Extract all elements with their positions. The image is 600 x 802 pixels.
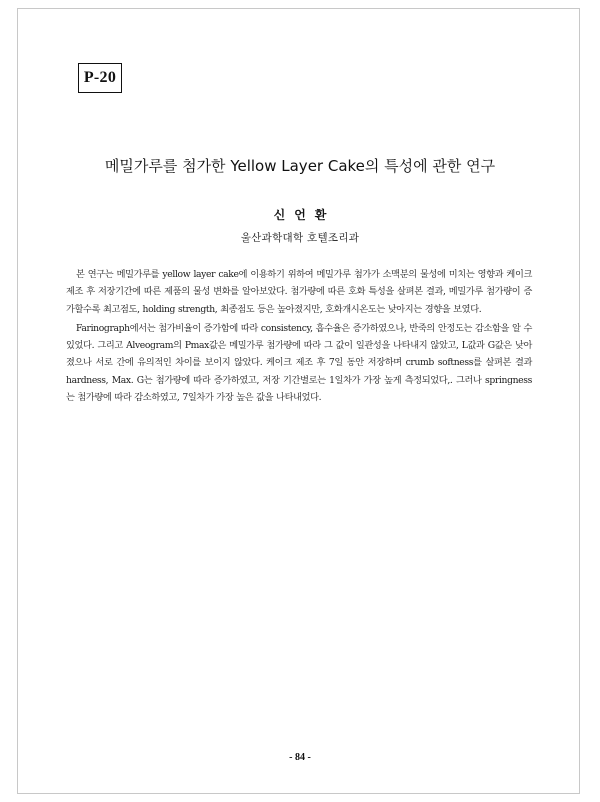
abstract-body [66, 266, 532, 408]
paper-code-box: P-20 [78, 63, 122, 93]
abstract-paragraph-2: Farinograph에서는 첨가비율이 증가함에 따라 consistency, 흡수율은 증가하였으나, 반죽의 안정도는 감소함을 알 수 있었다. 그리고 Alveogram의 Pmax값은 메밀가루 첨가량에 따라 그 값이 일관성을 나타내지 않았고, L값과 G값은 낮아졌으나 서로 간에 유의적인 차이를 보이지 않았다. 케이크 제조 후 7일 동안 저장하며 crumb softness를 살펴본 결과 hardness, Max. G는 첨가량에 따라 증가하였고, 저장 기간별로는 1일차가 가장 높게 측정되었다,. 그러나 springness는 첨가량에 따라 감소하였고, 7일차가 가장 높은 값을 나타내었다. [66, 322, 532, 404]
author-name: 신언환 [273, 208, 336, 222]
page-number: - 84 - [289, 752, 311, 763]
author-affiliation: 울산과학대학 호텔조리과 [240, 232, 360, 244]
abstract-paragraph-1: 본 연구는 메밀가루를 yellow layer cake에 이용하기 위하여 메밀가루 첨가가 소맥분의 물성에 미치는 영향과 케이크 제조 후 저장기간에 따른 제품의 물성 변화를 알아보았다. 첨가량에 따른 호화 특성을 살펴본 결과, 메밀가루 첨가량이 증가할수록 최고점도, holding strength, 최종점도 등은 높아졌지만, 호화개시온도는 낮아지는 경향을 보였다. [66, 269, 532, 315]
paper-title: 메밀가루를 첨가한 Yellow Layer Cake의 특성에 관한 연구 [104, 157, 496, 175]
